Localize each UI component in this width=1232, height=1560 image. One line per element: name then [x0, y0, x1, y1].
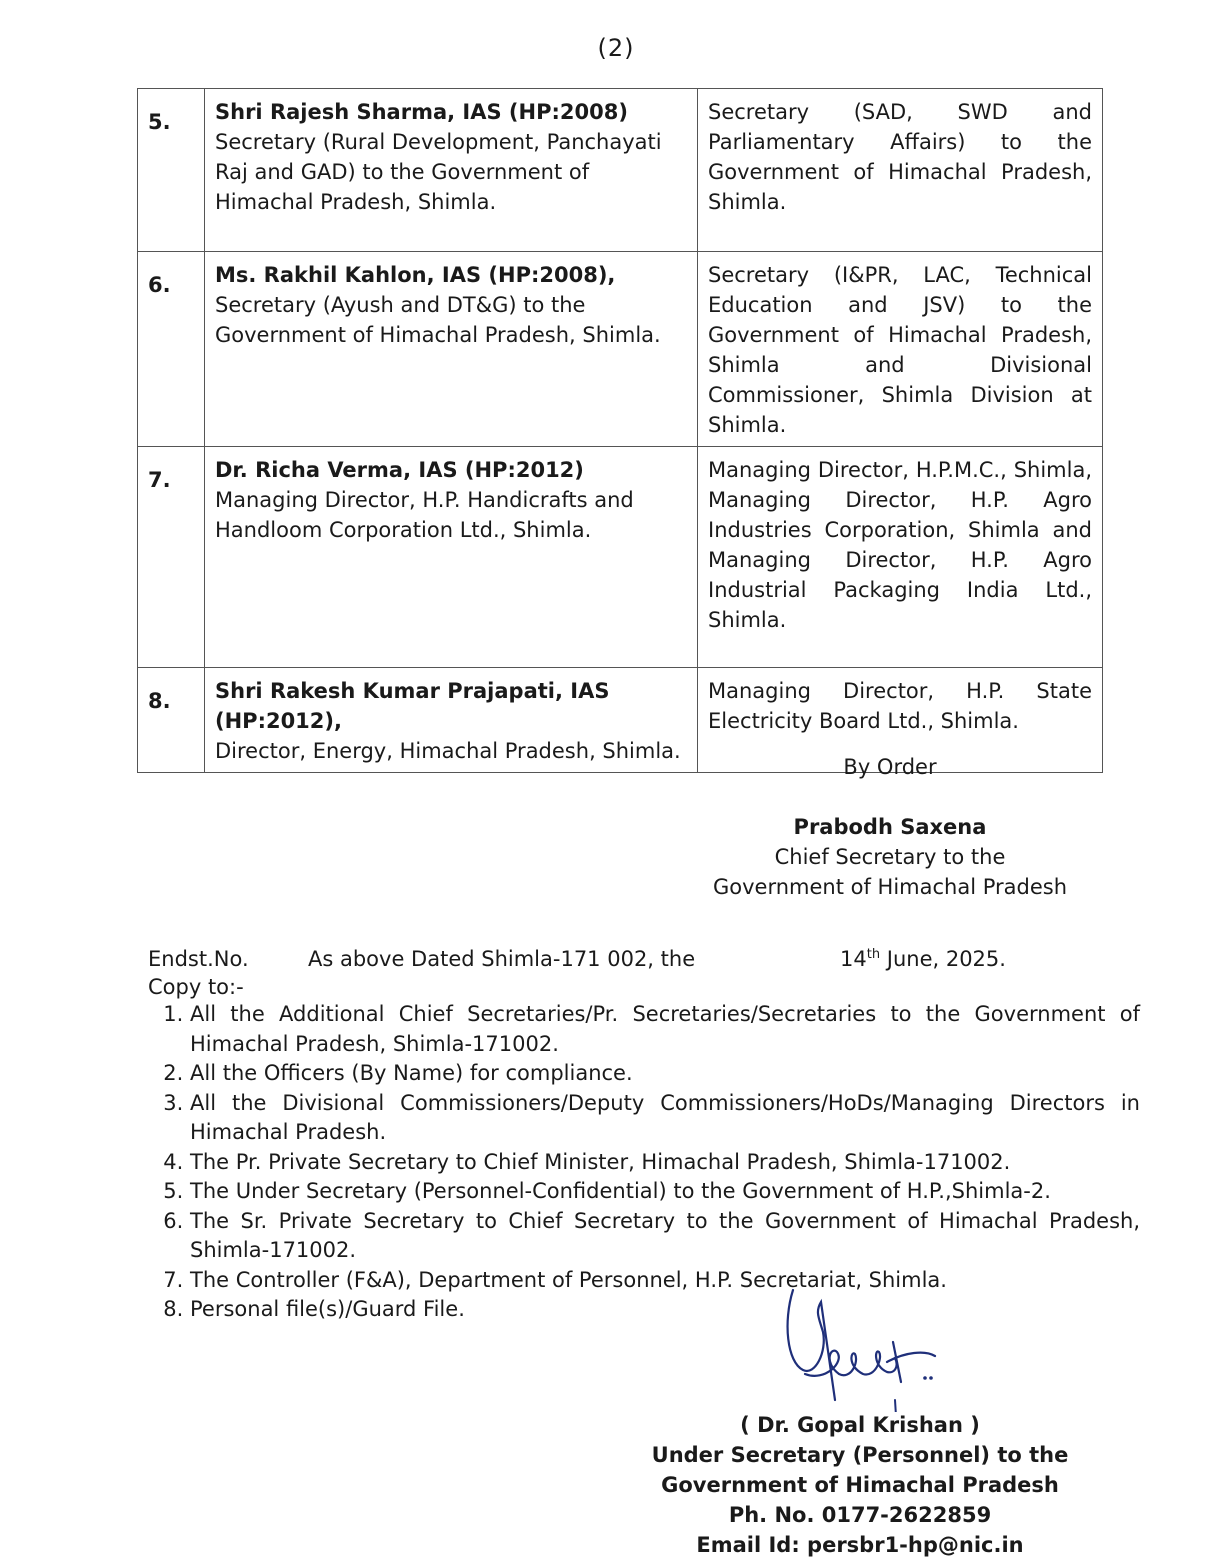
table-row	[138, 89, 1103, 252]
current-posting: Director, Energy, Himachal Pradesh, Shimla.	[215, 739, 681, 763]
officer-name: Ms. Rakhil Kahlon, IAS (HP:2008),	[215, 263, 616, 287]
serial-number: 5.	[138, 89, 205, 252]
copy-to-label: Copy to:-	[148, 975, 244, 999]
chief-secretary-designation: Chief Secretary to the	[774, 845, 1006, 869]
list-item: 5. The Under Secretary (Personnel-Confidential) to the Government of H.P.,Shimla-2.	[190, 1177, 1140, 1207]
handwritten-signature	[775, 1282, 955, 1412]
officer-name: Shri Rakesh Kumar Prajapati, IAS (HP:2012),	[215, 679, 610, 733]
new-posting: Secretary (I&PR, LAC, Technical Education and JSV) to the Government of Himachal Pradesh, Shimla and Divisional Commissioner, Shimla Division at Shimla.	[698, 252, 1103, 447]
officer-name: Dr. Richa Verma, IAS (HP:2012)	[215, 458, 584, 482]
page-number: (2)	[597, 34, 635, 62]
serial-number: 8.	[138, 668, 205, 773]
date-month-year: June, 2025.	[880, 947, 1006, 971]
endorsement-line	[148, 940, 1108, 974]
new-posting: Managing Director, H.P.M.C., Shimla, Managing Director, H.P. Agro Industries Corporation, Shimla and Managing Director, H.P. Agro Industrial Packaging India Ltd., Shimla.	[698, 447, 1103, 668]
list-item: 7. The Controller (F&A), Department of Personnel, H.P. Secretariat, Shimla.	[190, 1266, 1140, 1296]
serial-number: 7.	[138, 447, 205, 668]
officer-cell	[205, 252, 698, 447]
officer-cell	[205, 89, 698, 252]
list-item: 6. The Sr. Private Secretary to Chief Secretary to the Government of Himachal Pradesh, Shimla-171002.	[190, 1207, 1140, 1266]
current-posting: Managing Director, H.P. Handicrafts and Handloom Corporation Ltd., Shimla.	[215, 488, 634, 542]
date-suffix: th	[866, 947, 881, 962]
signatory-name: ( Dr. Gopal Krishan )	[740, 1413, 980, 1437]
officer-cell	[205, 447, 698, 668]
by-order-text: By Order	[843, 755, 937, 779]
list-item: 1. All the Additional Chief Secretaries/Pr. Secretaries/Secretaries to the Government of Himachal Pradesh, Shimla-171002.	[190, 1000, 1140, 1059]
new-posting: Secretary (SAD, SWD and Parliamentary Affairs) to the Government of Himachal Pradesh, Shimla.	[698, 89, 1103, 252]
officer-name: Shri Rajesh Sharma, IAS (HP:2008)	[215, 100, 628, 124]
signatory-designation: Under Secretary (Personnel) to the	[651, 1443, 1069, 1467]
new-posting: Managing Director, H.P. State Electricity Board Ltd., Shimla.	[698, 668, 1103, 773]
current-posting: Secretary (Ayush and DT&G) to the Government of Himachal Pradesh, Shimla.	[215, 293, 661, 347]
list-item: 4. The Pr. Private Secretary to Chief Minister, Himachal Pradesh, Shimla-171002.	[190, 1148, 1140, 1178]
chief-secretary-government: Government of Himachal Pradesh	[712, 875, 1068, 899]
signatory-government: Government of Himachal Pradesh	[661, 1473, 1059, 1497]
signatory-block	[600, 1410, 1120, 1560]
list-item: 3. All the Divisional Commissioners/Deputy Commissioners/HoDs/Managing Directors in Himachal Pradesh.	[190, 1089, 1140, 1148]
list-item: 2. All the Officers (By Name) for compliance.	[190, 1059, 1140, 1089]
endorsement-date	[840, 947, 1006, 971]
list-item: 8. Personal file(s)/Guard File.	[190, 1295, 1140, 1325]
chief-secretary-name: Prabodh Saxena	[793, 815, 987, 839]
endorsement-text: As above Dated Shimla-171 002, the	[308, 947, 696, 971]
table-row	[138, 447, 1103, 668]
signatory-email: Email Id: persbr1-hp@nic.in	[696, 1533, 1024, 1557]
signatory-phone: Ph. No. 0177-2622859	[728, 1503, 992, 1527]
current-posting: Secretary (Rural Development, Panchayati Raj and GAD) to the Government of Himachal Pradesh, Shimla.	[215, 130, 662, 214]
date-day: 14	[840, 947, 867, 971]
copy-to-list	[148, 1000, 1140, 1325]
officer-cell	[205, 668, 698, 773]
serial-number: 6.	[138, 252, 205, 447]
chief-secretary-block	[700, 812, 1080, 902]
endorsement-label: Endst.No.	[148, 947, 249, 971]
table-row	[138, 252, 1103, 447]
posting-orders-table	[137, 88, 1103, 773]
